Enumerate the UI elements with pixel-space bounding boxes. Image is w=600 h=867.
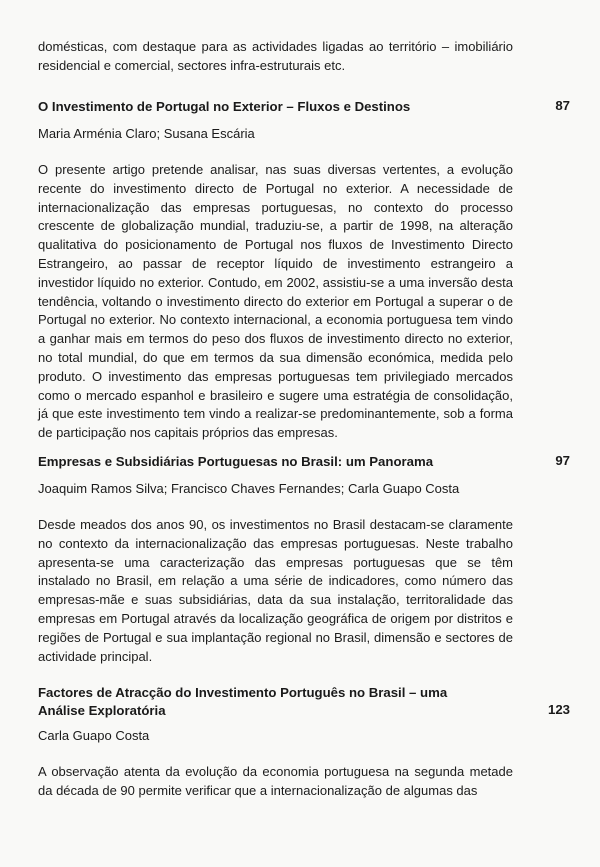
article-abstract: A observação atenta da evolução da economia portuguesa na segunda metade da década de 90 permite verificar que a internacionalização de algumas das (38, 764, 513, 798)
article-authors-block (38, 125, 513, 143)
article-authors: Joaquim Ramos Silva; Francisco Chaves Fernandes; Carla Guapo Costa (38, 481, 460, 496)
article-heading (38, 453, 513, 471)
article-abstract: O presente artigo pretende analisar, nas suas diversas vertentes, a evolução recente do investimento directo de Portugal no exterior. A necessidade de internacionalização das empresas portuguesas, no contexto do processo crescente de globalização mundial, traduziu-se, a partir de 1998, na alteração qualitativa do posicionamento de Portugal nos fluxos de Investimento Directo Estrangeiro, ao passar de receptor líquido de investimento estrangeiro a investidor líquido no exterior. Contudo, em 2002, assistiu-se a uma inversão desta tendência, voltando o investimento directo do exterior em Portugal a superar o de Portugal no exterior. No contexto internacional, a economia portuguesa tem vindo a ganhar mais em termos do peso dos fluxos de investimento directo no exterior, no total mundial, do que em termos da sua dimensão económica, medida pelo produto. O investimento das empresas portuguesas tem privilegiado mercados como o mercado espanhol e brasileiro e sugere uma estratégia de consolidação, já que este investimento tem vindo a realizar-se predominantemente, sob a forma de participação nos capitais próprios das empresas. (38, 162, 513, 441)
article-abstract-block (38, 161, 513, 443)
article-authors-block (38, 727, 513, 745)
article-heading (38, 98, 513, 116)
article-title: O Investimento de Portugal no Exterior – Fluxos e Destinos (38, 99, 411, 114)
intro-text: domésticas, com destaque para as actividades ligadas ao território – imobiliário residencial e comercial, sectores infra-estruturais etc. (38, 39, 513, 73)
article-authors-block (38, 480, 513, 498)
article-abstract-block (38, 516, 513, 666)
article-abstract: Desde meados dos anos 90, os investimentos no Brasil destacam-se claramente no contexto da internacionalização das empresas portuguesas. Neste trabalho apresenta-se uma caracterização das empresas portuguesas que se têm instalado no Brasil, em relação a uma série de indicadores, como número das empresas-mãe e suas subsidiárias, data da sua instalação, territoralidade das empresas em Portugal através da localização geográfica de origem por distritos e regiões de Portugal e sua implantação regional no Brasil, dimensão e sectores de actividade principal. (38, 517, 513, 664)
article-page-number: 123 (547, 702, 570, 717)
article-authors: Maria Arménia Claro; Susana Escária (38, 126, 255, 141)
article-title: Empresas e Subsidiárias Portuguesas no Brasil: um Panorama (38, 454, 434, 469)
article-title: Factores de Atracção do Investimento Português no Brasil – uma Análise Exploratória (38, 685, 448, 718)
article-heading (38, 684, 488, 720)
article-authors: Carla Guapo Costa (38, 728, 150, 743)
article-page-number: 87 (555, 98, 570, 113)
intro-paragraph (38, 38, 513, 76)
article-abstract-block (38, 763, 513, 801)
article-page-number: 97 (555, 453, 570, 468)
